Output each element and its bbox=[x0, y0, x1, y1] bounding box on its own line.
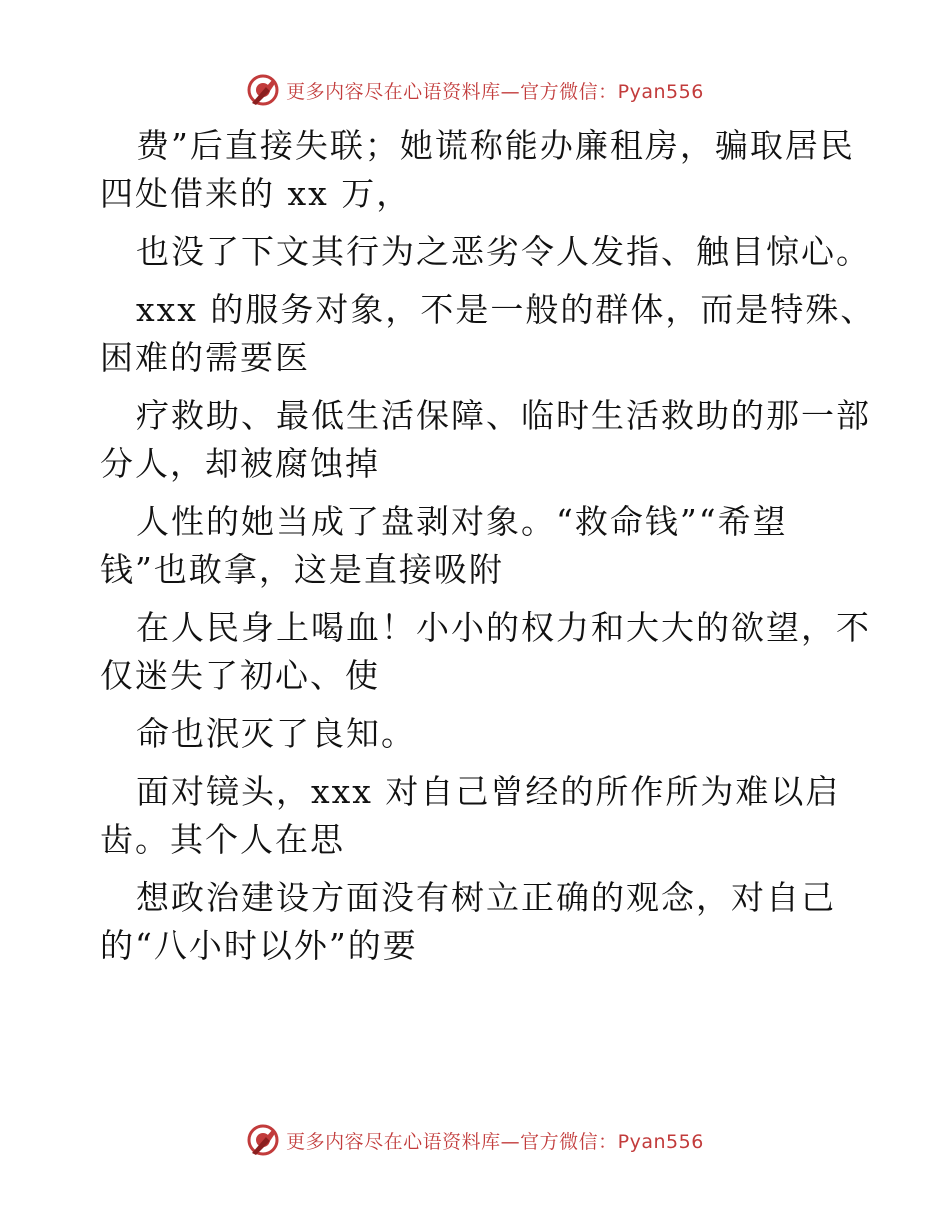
document-body bbox=[100, 122, 876, 970]
body-line: 也没了下文其行为之恶劣令人发指、触目惊心。 bbox=[136, 232, 871, 271]
body-line: 疗救助、最低生活保障、临时生活救助的那一部 bbox=[136, 396, 871, 435]
body-line: 费”后直接失联；她谎称能办廉租房，骗取居民 bbox=[136, 126, 855, 165]
body-line: 困难的需要医 bbox=[100, 338, 310, 377]
body-line: 面对镜头，xxx 对自己曾经的所作所为难以启 bbox=[136, 772, 841, 811]
body-line: 人性的她当成了盘剥对象。“救命钱”“希望 bbox=[136, 502, 788, 541]
body-line: 齿。其个人在思 bbox=[100, 820, 345, 859]
footer-watermark bbox=[0, 1120, 950, 1160]
body-line: 在人民身上喝血！小小的权力和大大的欲望，不 bbox=[136, 608, 871, 647]
body-line: xxx 的服务对象，不是一般的群体，而是特殊、 bbox=[136, 290, 876, 329]
body-line: 命也泯灭了良知。 bbox=[136, 714, 416, 753]
header-watermark bbox=[0, 70, 950, 110]
pen-logo-icon bbox=[246, 1123, 280, 1157]
body-line: 四处借来的 xx 万， bbox=[100, 174, 412, 213]
body-line: 仅迷失了初心、使 bbox=[100, 656, 380, 695]
body-line: 钱”也敢拿，这是直接吸附 bbox=[100, 550, 504, 589]
watermark-text: 更多内容尽在心语资料库—官方微信：Pyan556 bbox=[286, 80, 704, 103]
pen-logo-icon bbox=[246, 73, 280, 107]
body-line: 想政治建设方面没有树立正确的观念，对自己 bbox=[136, 878, 836, 917]
body-line: 分人，却被腐蚀掉 bbox=[100, 444, 380, 483]
body-line: 的“八小时以外”的要 bbox=[100, 926, 418, 965]
watermark-text: 更多内容尽在心语资料库—官方微信：Pyan556 bbox=[286, 1130, 704, 1153]
